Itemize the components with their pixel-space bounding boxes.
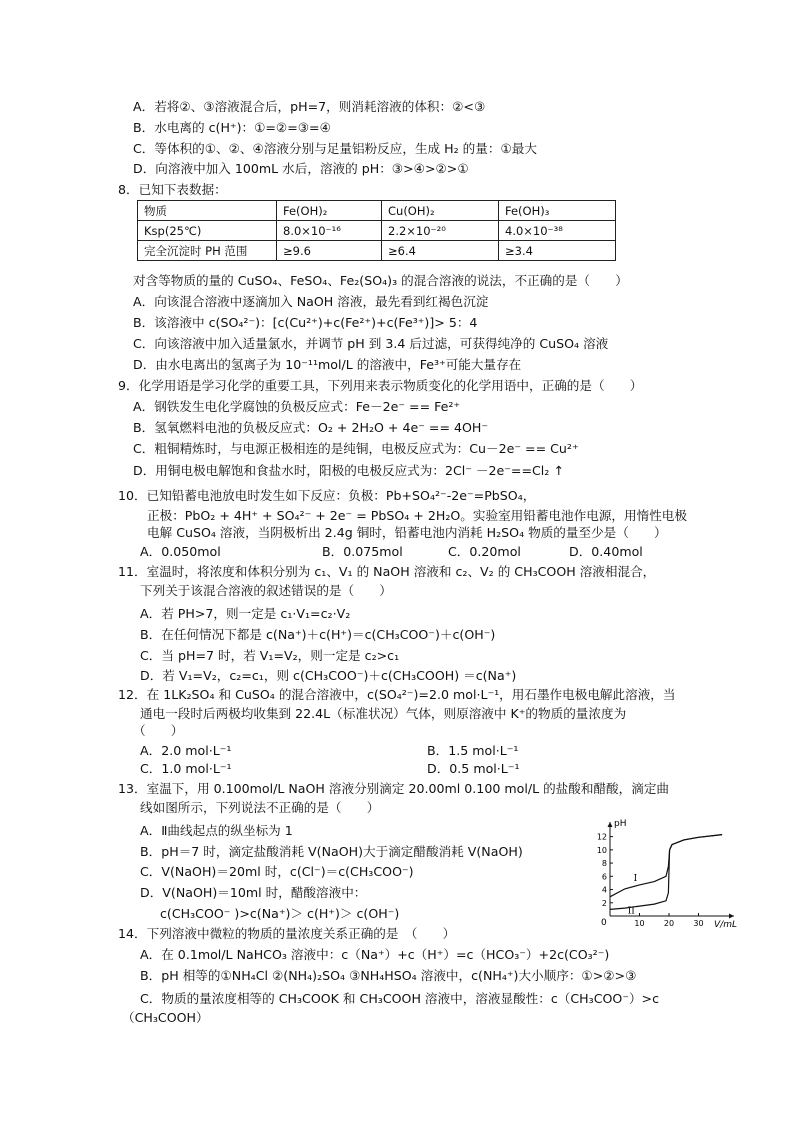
q13-option-b: B．pH＝7 时，滴定盐酸消耗 V(NaOH)大于滴定醋酸消耗 V(NaOH) [140,844,523,859]
y-tick-label: 6 [601,872,607,882]
q7-option-a: A．若将②、③溶液混合后，pH=7，则消耗溶液的体积：②<③ [133,99,486,114]
q14-stem: 14．下列溶液中微粒的物质的量浓度关系正确的是 （ ） [118,926,456,941]
y-tick-label: 4 [601,885,607,895]
table-cell: ≥6.4 [382,241,499,261]
graph-ylabel: pH [614,819,627,829]
q8-option-b: B．该溶液中 c(SO₄²⁻)：[c(Cu²⁺)+c(Fe²⁺)+c(Fe³⁺)]> 5：4 [133,315,478,330]
table-cell: Fe(OH)₃ [499,201,616,221]
table-cell: ≥9.6 [277,241,382,261]
graph-ticks [597,833,704,928]
x-tick-label: 10 [634,919,645,928]
curve-i [610,835,722,897]
q13-option-d-relation: c(CH₃COO⁻ )>c(Na⁺)＞ c(H⁺)＞ c(OH⁻) [160,906,400,921]
q13-option-a: A．Ⅱ曲线起点的纵坐标为 1 [140,823,293,838]
q11-line-2: 下列关于该混合溶液的叙述错误的是（ ） [140,583,392,598]
x-tick-label: 30 [693,919,704,928]
q9-option-d: D．用铜电极电解饱和食盐水时，阳极的电极反应式为：2Cl⁻ －2e⁻==Cl₂ ↑ [133,463,564,478]
q14-option-c-continued: （CH₃COOH） [122,1010,209,1025]
q12-line-2: 通电一段时后两极均收集到 22.4L（标准状况）气体，则原溶液中 K⁺的物质的量浓度为 [140,706,627,721]
q12-line-3: （ ） [133,723,184,738]
y-tick-label: 2 [601,898,607,908]
q10-option-c: C．0.20mol [448,544,521,559]
q12-option-a: A．2.0 mol·L⁻¹ [140,743,232,758]
table-cell: 4.0×10⁻³⁸ [499,221,616,241]
ksp-table-header [138,201,616,221]
q11-option-b: B．在任何情况下都是 c(Na⁺)＋c(H⁺)＝c(CH₃COO⁻)＋c(OH⁻) [140,627,496,642]
curve-i-label: I [633,873,638,884]
q11-option-c: C．当 pH=7 时，若 V₁=V₂，则一定是 c₂>c₁ [140,648,400,663]
q13-line-1: 13．室温下，用 0.100mol/L NaOH 溶液分别滴定 20.00ml 0.100 mol/L 的盐酸和醋酸，滴定曲 [118,781,670,796]
table-cell: Ksp(25℃) [138,221,277,241]
y-tick-label: 10 [596,845,607,855]
q12-option-c: C．1.0 mol·L⁻¹ [140,761,232,776]
ksp-table [137,200,616,261]
table-cell: 物质 [138,201,277,221]
y-tick-label: 8 [601,859,607,869]
y-tick-label: 12 [596,832,607,842]
q9-option-c: C．粗铜精炼时，与电源正极相连的是纯铜，电极反应式为：Cu－2e⁻ == Cu²⁺ [133,441,579,456]
curve-ii [610,835,722,910]
q9-option-b: B．氢氧燃料电池的负极反应式：O₂ + 2H₂O + 4e⁻ == 4OH⁻ [133,420,489,435]
q11-line-1: 11．室温时，将浓度和体积分别为 c₁、V₁ 的 NaOH 溶液和 c₂、V₂ 的 CH₃COOH 溶液相混合， [118,564,656,579]
q8-option-c: C．向该溶液中加入适量氯水，并调节 pH 到 3.4 后过滤，可获得纯净的 CuSO₄ 溶液 [133,336,609,351]
table-cell: ≥3.4 [499,241,616,261]
curve-ii-label: II [627,906,635,917]
q12-line-1: 12．在 1LK₂SO₄ 和 CuSO₄ 的混合溶液中，c(SO₄²⁻)=2.0 mol·L⁻¹，用石墨作电极电解此溶液，当 [118,687,676,702]
q13-option-c: C．V(NaOH)＝20ml 时，c(Cl⁻)＝c(CH₃COO⁻) [140,864,414,879]
q12-option-b: B．1.5 mol·L⁻¹ [427,743,519,758]
q9-option-a: A．钢铁发生电化学腐蚀的负极反应式：Fe－2e⁻ == Fe²⁺ [133,399,461,414]
q11-option-d: D．若 V₁=V₂，c₂=c₁，则 c(CH₃COO⁻)＋c(CH₃COOH) ＝c(Na⁺) [140,668,517,683]
q14-option-b: B．pH 相等的①NH₄Cl ②(NH₄)₂SO₄ ③NH₄HSO₄ 溶液中，c(NH₄⁺)大小顺序：①>②>③ [140,968,637,983]
table-cell: Fe(OH)₂ [277,201,382,221]
q9-stem: 9．化学用语是学习化学的重要工具，下列用来表示物质变化的化学用语中，正确的是（ ） [118,378,643,393]
graph-axes [608,822,735,919]
q8-option-a: A．向该混合溶液中逐滴加入 NaOH 溶液，最先看到红褐色沉淀 [133,294,489,309]
q14-option-c: C．物质的量浓度相等的 CH₃COOK 和 CH₃COOH 溶液中，溶液显酸性：c（CH₃COO⁻）>c [140,991,660,1006]
q10-line-3: 电解 CuSO₄ 溶液，当阴极析出 2.4g 铜时，铅蓄电池内消耗 H₂SO₄ 物质的量至少是（ ） [147,525,667,540]
graph-origin-label: 0 [601,918,607,928]
table-cell: 2.2×10⁻²⁰ [382,221,499,241]
q10-option-d: D．0.40mol [569,544,643,559]
q11-option-a: A．若 PH>7，则一定是 c₁·V₁=c₂·V₂ [140,606,351,621]
q7-option-b: B．水电离的 c(H⁺)：①=②=③=④ [133,120,331,135]
x-tick-label: 20 [663,919,675,928]
table-cell: Cu(OH)₂ [382,201,499,221]
table-row [138,241,616,261]
table-row [138,221,616,241]
q10-option-b: B．0.075mol [322,544,403,559]
q13-option-d: D．V(NaOH)＝10ml 时，醋酸溶液中： [140,885,367,900]
table-cell: 8.0×10⁻¹⁶ [277,221,382,241]
graph-xlabel: V/mL [714,920,737,928]
q12-option-d: D．0.5 mol·L⁻¹ [427,761,520,776]
q7-option-d: D．向溶液中加入 100mL 水后，溶液的 pH：③>④>②>① [133,161,469,176]
q10-option-a: A．0.050mol [140,544,221,559]
y-axis-arrow [608,822,613,827]
x-axis-arrow [729,914,734,919]
q10-line-2: 正极：PbO₂ + 4H⁺ + SO₄²⁻ + 2e⁻ = PbSO₄ + 2H₂O。实验室用铅蓄电池作电源，用惰性电极 [147,508,687,523]
table-cell: 完全沉淀时 PH 范围 [138,241,277,261]
q14-option-a: A．在 0.1mol/L NaHCO₃ 溶液中：c（Na⁺）+c（H⁺）=c（HCO₃⁻）+2c(CO₃²⁻) [140,947,610,962]
q10-line-1: 10．已知铅蓄电池放电时发生如下反应：负极：Pb+SO₄²⁻-2e⁻=PbSO₄， [118,488,536,503]
q13-line-2: 线如图所示，下列说法不正确的是（ ） [140,800,380,815]
q8-question: 对含等物质的量的 CuSO₄、FeSO₄、Fe₂(SO₄)₃ 的混合溶液的说法，不正确的是（ ） [133,273,628,288]
q7-option-c: C．等体积的①、②、④溶液分别与足量铝粉反应，生成 H₂ 的量：①最大 [133,141,537,156]
titration-graph [590,816,740,928]
q8-option-d: D．由水电离出的氢离子为 10⁻¹¹mol/L 的溶液中，Fe³⁺可能大量存在 [133,357,522,372]
q8-stem: 8．已知下表数据： [118,182,227,197]
